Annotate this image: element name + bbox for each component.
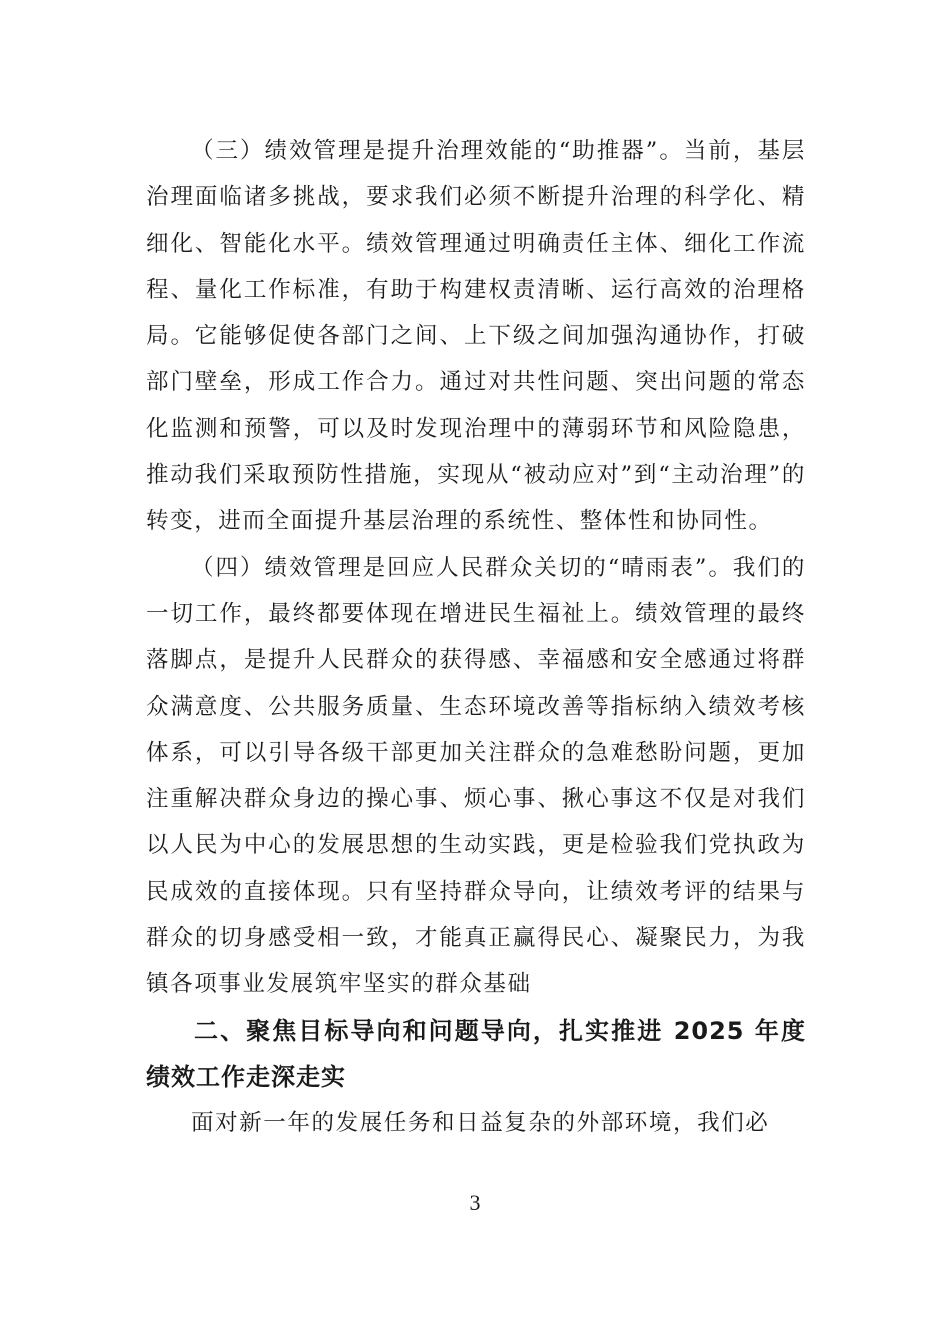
document-body	[146, 128, 806, 1147]
paragraph-public-concerns: （四）绩效管理是回应人民群众关切的“晴雨表”。我们的一切工作，最终都要体现在增进民生福祉上。绩效管理的最终落脚点，是提升人民群众的获得感、幸福感和安全感通过将群众满意度、公共服务质量、生态环境改善等指标纳入绩效考核体系，可以引导各级干部更加关注群众的急难愁盼问题，更加注重解决群众身边的操心事、烦心事、揪心事这不仅是对我们以人民为中心的发展思想的生动实践，更是检验我们党执政为民成效的直接体现。只有坚持群众导向，让绩效考评的结果与群众的切身感受相一致，才能真正赢得民心、凝聚民力，为我镇各项事业发展筑牢坚实的群众基础	[146, 554, 806, 998]
paragraph-governance-efficiency: （三）绩效管理是提升治理效能的“助推器”。当前，基层治理面临诸多挑战，要求我们必须不断提升治理的科学化、精细化、智能化水平。绩效管理通过明确责任主体、细化工作流程、量化工作标准，有助于构建权责清晰、运行高效的治理格局。它能够促使各部门之间、上下级之间加强沟通协作，打破部门壁垒，形成工作合力。通过对共性问题、突出问题的常态化监测和预警，可以及时发现治理中的薄弱环节和风险隐患，推动我们采取预防性措施，实现从“被动应对”到“主动治理”的转变，进而全面提升基层治理的系统性、整体性和协同性。	[146, 138, 806, 535]
page-number: 3	[469, 1190, 481, 1215]
section-heading: 二、聚焦目标导向和问题导向，扎实推进 2025 年度绩效工作走深走实	[146, 1016, 806, 1091]
paragraph-new-year-tasks: 面对新一年的发展任务和日益复杂的外部环境，我们必	[191, 1110, 770, 1137]
